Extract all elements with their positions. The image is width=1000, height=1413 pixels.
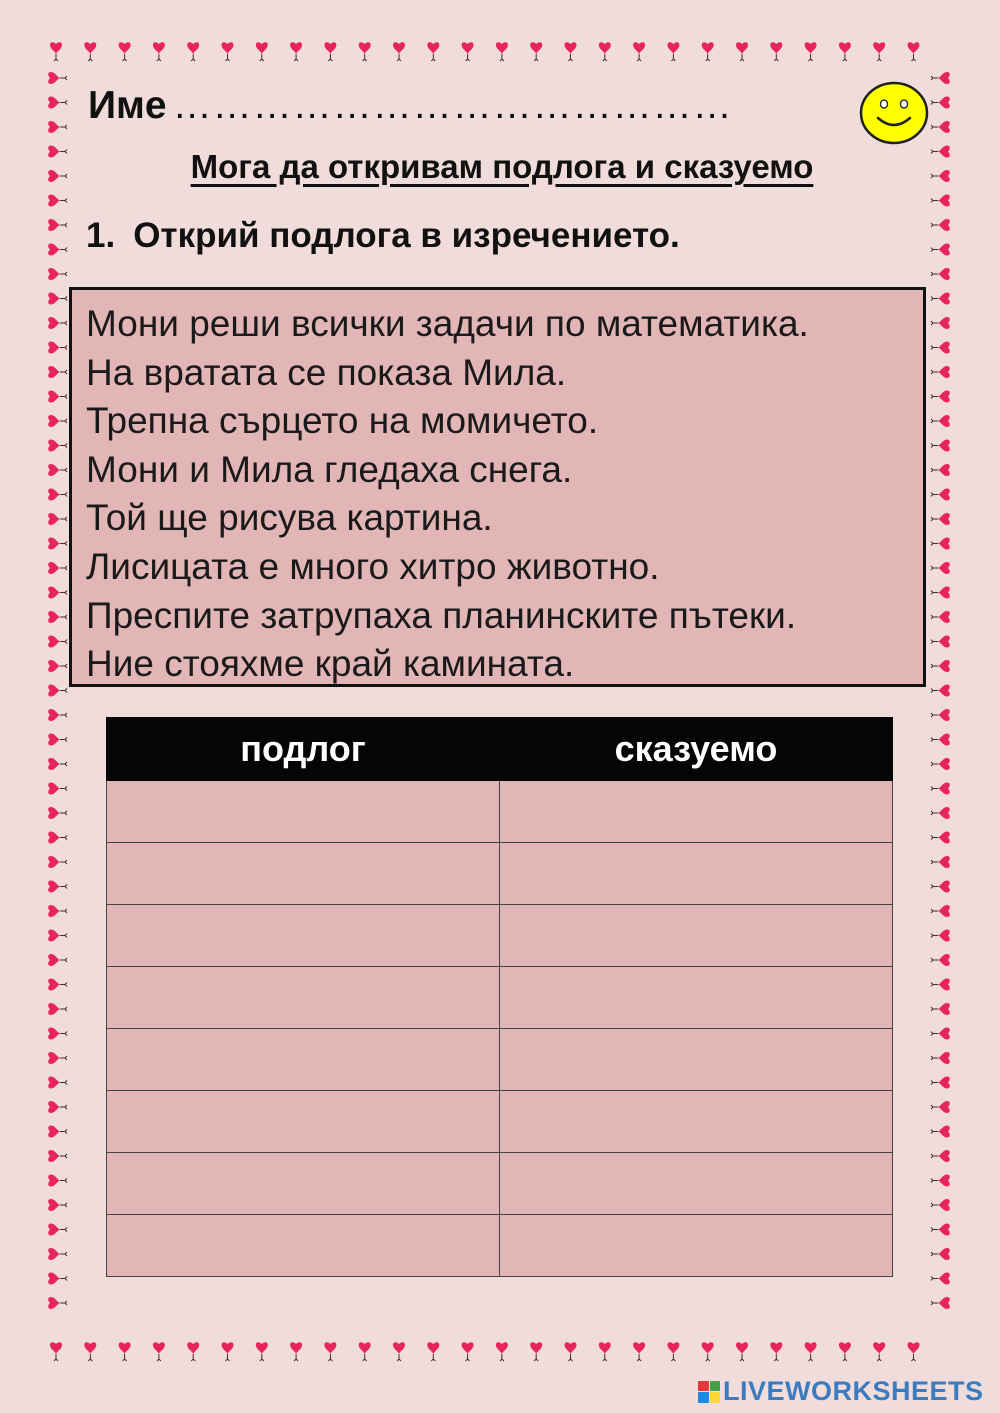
heart-icon xyxy=(565,1342,577,1361)
heart-icon xyxy=(931,195,950,207)
heart-icon xyxy=(931,121,950,133)
heart-icon xyxy=(931,1028,950,1040)
heart-icon xyxy=(48,366,67,378)
heart-icon xyxy=(48,72,67,84)
predicate-answer-cell[interactable] xyxy=(500,1153,893,1215)
subject-answer-cell[interactable] xyxy=(107,1153,500,1215)
heart-icon xyxy=(931,1077,950,1089)
heart-icon xyxy=(931,734,950,746)
heart-icon xyxy=(290,1342,302,1361)
heart-icon xyxy=(48,1077,67,1089)
heart-icon xyxy=(496,42,508,61)
heart-icon xyxy=(931,244,950,256)
subject-answer-cell[interactable] xyxy=(107,967,500,1029)
table-row xyxy=(107,967,893,1029)
heart-icon xyxy=(931,881,950,893)
sentence: Мони и Мила гледаха снега. xyxy=(86,448,573,490)
heart-icon xyxy=(153,42,165,61)
heart-icon xyxy=(908,42,920,61)
brand-text: LIVEWORKSHEETS xyxy=(723,1376,984,1406)
heart-icon xyxy=(48,1297,67,1309)
sentences-box xyxy=(69,287,926,687)
heart-icon xyxy=(48,317,67,329)
heart-icon xyxy=(48,415,67,427)
heart-icon xyxy=(873,1342,885,1361)
heart-icon xyxy=(393,1342,405,1361)
sentence: Той ще рисува картина. xyxy=(86,497,493,539)
heart-icon xyxy=(48,1150,67,1162)
subject-answer-cell[interactable] xyxy=(107,1215,500,1277)
heart-icon xyxy=(222,42,234,61)
heart-icon xyxy=(48,219,67,231)
heart-icon xyxy=(931,1003,950,1015)
heart-icon xyxy=(462,1342,474,1361)
heart-icon xyxy=(667,1342,679,1361)
heart-icon xyxy=(931,170,950,182)
heart-icon xyxy=(770,42,782,61)
heart-icon xyxy=(48,1003,67,1015)
answer-table xyxy=(106,717,893,1277)
heart-icon xyxy=(931,1175,950,1187)
heart-icon xyxy=(530,42,542,61)
heart-icon xyxy=(48,660,67,672)
heart-icon xyxy=(931,391,950,403)
heart-icon xyxy=(187,1342,199,1361)
heart-icon xyxy=(931,317,950,329)
heart-icon xyxy=(393,42,405,61)
heart-icon xyxy=(530,1342,542,1361)
heart-icon xyxy=(565,42,577,61)
heart-icon xyxy=(931,783,950,795)
sentence: Мони реши всички задачи по математика. xyxy=(86,303,809,344)
heart-icon xyxy=(48,979,67,991)
heart-icon xyxy=(931,1150,950,1162)
heart-icon xyxy=(931,489,950,501)
heart-icon xyxy=(702,42,714,61)
heart-icon xyxy=(931,709,950,721)
heart-icon xyxy=(48,244,67,256)
heart-icon xyxy=(48,121,67,133)
heart-icon xyxy=(48,930,67,942)
smiley-face-icon xyxy=(858,80,930,146)
heart-icon xyxy=(48,146,67,158)
heart-icon xyxy=(873,42,885,61)
heart-icon xyxy=(599,42,611,61)
task-text: Открий подлога в изречението. xyxy=(133,216,680,255)
heart-icon xyxy=(48,1126,67,1138)
sentence: Лисицата е много хитро животно. xyxy=(86,545,660,587)
name-label: Име xyxy=(88,84,167,127)
heart-icon xyxy=(931,636,950,648)
heart-icon xyxy=(633,42,645,61)
sentence: Преспите затрупаха планинските пътеки. xyxy=(86,594,797,636)
heart-icon xyxy=(770,1342,782,1361)
heart-icon xyxy=(48,783,67,795)
heart-icon xyxy=(667,42,679,61)
table-row xyxy=(107,843,893,905)
name-dotted-line[interactable]: …………………………………… xyxy=(172,84,733,127)
heart-icon xyxy=(48,1224,67,1236)
heart-icon xyxy=(48,1175,67,1187)
predicate-answer-cell[interactable] xyxy=(500,781,893,843)
heart-icon xyxy=(931,611,950,623)
heart-icon xyxy=(931,1101,950,1113)
heart-icon xyxy=(50,1342,62,1361)
heart-icon xyxy=(187,42,199,61)
heart-icon xyxy=(931,587,950,599)
heart-icon xyxy=(48,342,67,354)
heart-icon xyxy=(931,856,950,868)
heart-icon xyxy=(359,42,371,61)
predicate-answer-cell[interactable] xyxy=(500,905,893,967)
heart-icon xyxy=(931,440,950,452)
heart-icon xyxy=(599,1342,611,1361)
subject-answer-cell[interactable] xyxy=(107,1091,500,1153)
heart-icon xyxy=(931,832,950,844)
table-row xyxy=(107,1215,893,1277)
heart-icon xyxy=(48,611,67,623)
heart-icon xyxy=(931,1297,950,1309)
heart-icon xyxy=(931,979,950,991)
table-row xyxy=(107,1029,893,1091)
heart-icon xyxy=(931,807,950,819)
heart-icon xyxy=(931,538,950,550)
heart-icon xyxy=(931,562,950,574)
predicate-answer-cell[interactable] xyxy=(500,1091,893,1153)
heart-icon xyxy=(931,342,950,354)
heart-icon xyxy=(736,1342,748,1361)
heart-icon xyxy=(119,42,131,61)
heart-icon xyxy=(931,415,950,427)
heart-icon xyxy=(290,42,302,61)
heart-icon xyxy=(496,1342,508,1361)
predicate-answer-cell[interactable] xyxy=(500,967,893,1029)
heart-icon xyxy=(48,513,67,525)
heart-icon xyxy=(359,1342,371,1361)
heart-icon xyxy=(48,1273,67,1285)
sentence: На вратата се показа Мила. xyxy=(86,351,567,393)
heart-icon xyxy=(48,587,67,599)
heart-icon xyxy=(48,464,67,476)
heart-icon xyxy=(931,1248,950,1260)
heart-icon xyxy=(931,905,950,917)
heart-icon xyxy=(84,42,96,61)
table-row xyxy=(107,1091,893,1153)
subject-answer-cell[interactable] xyxy=(107,843,500,905)
heart-icon xyxy=(119,1342,131,1361)
table-row xyxy=(107,1153,893,1215)
heart-icon xyxy=(462,42,474,61)
task-number: 1. xyxy=(86,216,116,255)
heart-icon xyxy=(931,72,950,84)
heart-icon xyxy=(48,905,67,917)
heart-icon xyxy=(427,1342,439,1361)
heart-icon xyxy=(931,464,950,476)
heart-icon xyxy=(48,538,67,550)
heart-icon xyxy=(48,489,67,501)
heart-icon xyxy=(702,1342,714,1361)
heart-icon xyxy=(48,562,67,574)
heart-icon xyxy=(48,832,67,844)
heart-icon xyxy=(48,685,67,697)
heart-icon xyxy=(48,881,67,893)
heart-icon xyxy=(931,930,950,942)
heart-icon xyxy=(48,195,67,207)
heart-icon xyxy=(48,856,67,868)
heart-icon xyxy=(931,268,950,280)
heart-icon xyxy=(48,268,67,280)
task-instruction xyxy=(86,216,680,256)
heart-icon xyxy=(48,709,67,721)
sentence: Ние стояхме край камината. xyxy=(86,643,575,685)
heart-icon xyxy=(736,42,748,61)
heart-icon xyxy=(48,1028,67,1040)
heart-icon xyxy=(931,293,950,305)
table-row xyxy=(107,781,893,843)
heart-icon xyxy=(48,758,67,770)
heart-icon xyxy=(48,97,67,109)
heart-icon xyxy=(931,366,950,378)
heart-icon xyxy=(48,954,67,966)
heart-icon xyxy=(805,42,817,61)
heart-icon xyxy=(908,1342,920,1361)
heart-icon xyxy=(48,391,67,403)
predicate-answer-cell[interactable] xyxy=(500,1215,893,1277)
heart-icon xyxy=(48,170,67,182)
heart-icon xyxy=(153,1342,165,1361)
heart-icon xyxy=(50,42,62,61)
table-header-row xyxy=(107,718,893,781)
heart-icon xyxy=(48,1199,67,1211)
heart-icon xyxy=(931,758,950,770)
heart-icon xyxy=(931,513,950,525)
heart-icon xyxy=(931,1273,950,1285)
heart-icon xyxy=(222,1342,234,1361)
heart-icon xyxy=(324,1342,336,1361)
heart-icon xyxy=(427,42,439,61)
name-field-line xyxy=(88,84,733,128)
heart-icon xyxy=(931,954,950,966)
heart-icon xyxy=(931,219,950,231)
heart-icon xyxy=(931,685,950,697)
subject-answer-cell[interactable] xyxy=(107,781,500,843)
subject-answer-cell[interactable] xyxy=(107,1029,500,1091)
heart-icon xyxy=(839,1342,851,1361)
heart-icon xyxy=(48,440,67,452)
heart-icon xyxy=(256,42,268,61)
heart-icon xyxy=(48,1052,67,1064)
header-subject: подлог xyxy=(107,718,500,781)
heart-icon xyxy=(931,146,950,158)
liveworksheets-logo-icon xyxy=(698,1381,720,1403)
liveworksheets-brand xyxy=(698,1376,984,1407)
heart-icon xyxy=(324,42,336,61)
heart-icon xyxy=(633,1342,645,1361)
heart-icon xyxy=(805,1342,817,1361)
heart-icon xyxy=(931,1199,950,1211)
heart-icon xyxy=(931,97,950,109)
heart-icon xyxy=(256,1342,268,1361)
subject-answer-cell[interactable] xyxy=(107,905,500,967)
heart-icon xyxy=(84,1342,96,1361)
heart-icon xyxy=(48,807,67,819)
predicate-answer-cell[interactable] xyxy=(500,843,893,905)
sentence: Трепна сърцето на момичето. xyxy=(86,400,599,442)
heart-icon xyxy=(931,660,950,672)
header-predicate: сказуемо xyxy=(500,718,893,781)
heart-icon xyxy=(48,636,67,648)
heart-icon xyxy=(48,293,67,305)
heart-icon xyxy=(839,42,851,61)
heart-icon xyxy=(931,1052,950,1064)
heart-icon xyxy=(48,1101,67,1113)
heart-icon xyxy=(931,1224,950,1236)
heart-icon xyxy=(48,734,67,746)
heart-icon xyxy=(931,1126,950,1138)
heart-icon xyxy=(48,1248,67,1260)
table-row xyxy=(107,905,893,967)
page-title: Мога да откривам подлога и сказуемо xyxy=(190,148,814,185)
predicate-answer-cell[interactable] xyxy=(500,1029,893,1091)
